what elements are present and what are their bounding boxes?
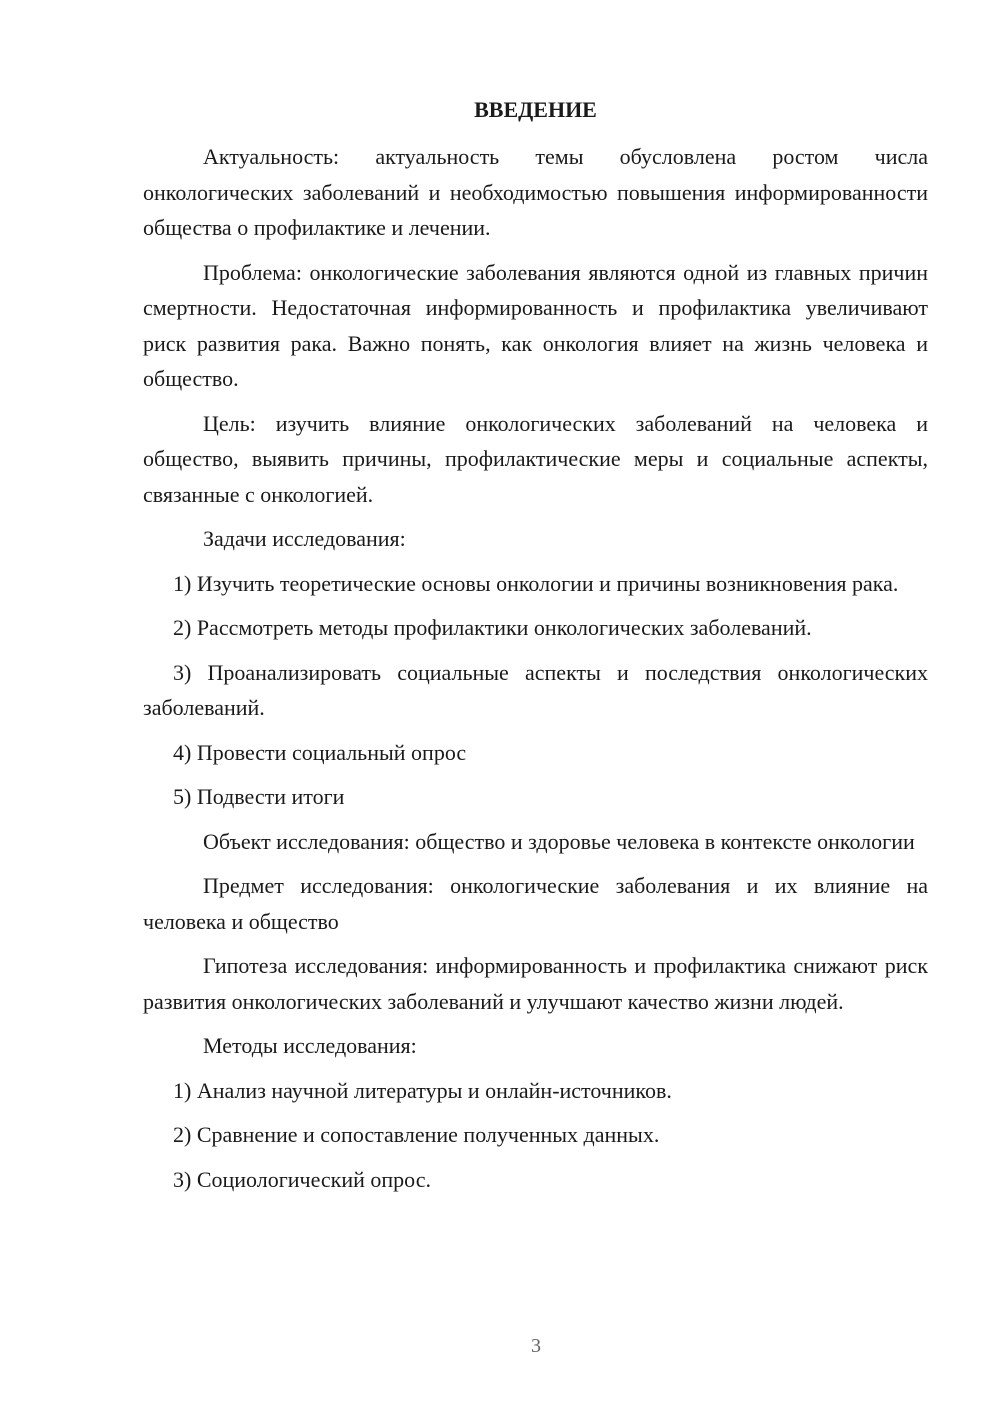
paragraph-hypothesis: Гипотеза исследования: информированность и профилактика снижают риск развития онкологических заболеваний и улучшают качество жизни людей. <box>143 953 928 1014</box>
paragraph-methods-heading: Методы исследования: <box>203 1033 417 1058</box>
page-number: 3 <box>531 1335 541 1357</box>
page-content <box>143 96 928 1206</box>
paragraph-object: Объект исследования: общество и здоровье человека в контексте онкологии <box>203 828 915 854</box>
paragraph-tasks-heading: Задачи исследования: <box>203 526 406 551</box>
list-item-task-5: 5) Подвести итоги <box>173 784 345 809</box>
list-item-method-2: 2) Сравнение и сопоставление полученных данных. <box>173 1122 660 1147</box>
paragraph-goal: Цель: изучить влияние онкологических заболеваний на человека и общество, выявить причины, профилактические меры и социальные аспекты, связанные с онкологией. <box>143 410 928 507</box>
list-item-task-1: 1) Изучить теоретические основы онкологии и причины возникновения рака. <box>173 570 899 596</box>
paragraph-subject: Предмет исследования: онкологические заболевания и их влияние на человека и общество <box>143 873 928 934</box>
section-heading: ВВЕДЕНИЕ <box>474 97 597 122</box>
list-item-task-4: 4) Провести социальный опрос <box>173 739 467 765</box>
list-item-task-2: 2) Рассмотреть методы профилактики онкологических заболеваний. <box>173 615 812 640</box>
list-item-method-3: 3) Социологический опрос. <box>173 1166 431 1192</box>
paragraph-relevance: Актуальность: актуальность темы обусловлена ростом числа онкологических заболеваний и необходимостью повышения информированности общества о профилактике и лечении. <box>143 144 928 240</box>
paragraph-problem: Проблема: онкологические заболевания являются одной из главных причин смертности. Недостаточная информированность и профилактика увеличивают риск развития рака. Важно понять, как онкология влияет на жизнь человека и общество. <box>143 259 928 391</box>
list-item-task-3: 3) Проанализировать социальные аспекты и последствия онкологических заболеваний. <box>143 659 928 720</box>
list-item-method-1: 1) Анализ научной литературы и онлайн-источников. <box>173 1077 672 1103</box>
